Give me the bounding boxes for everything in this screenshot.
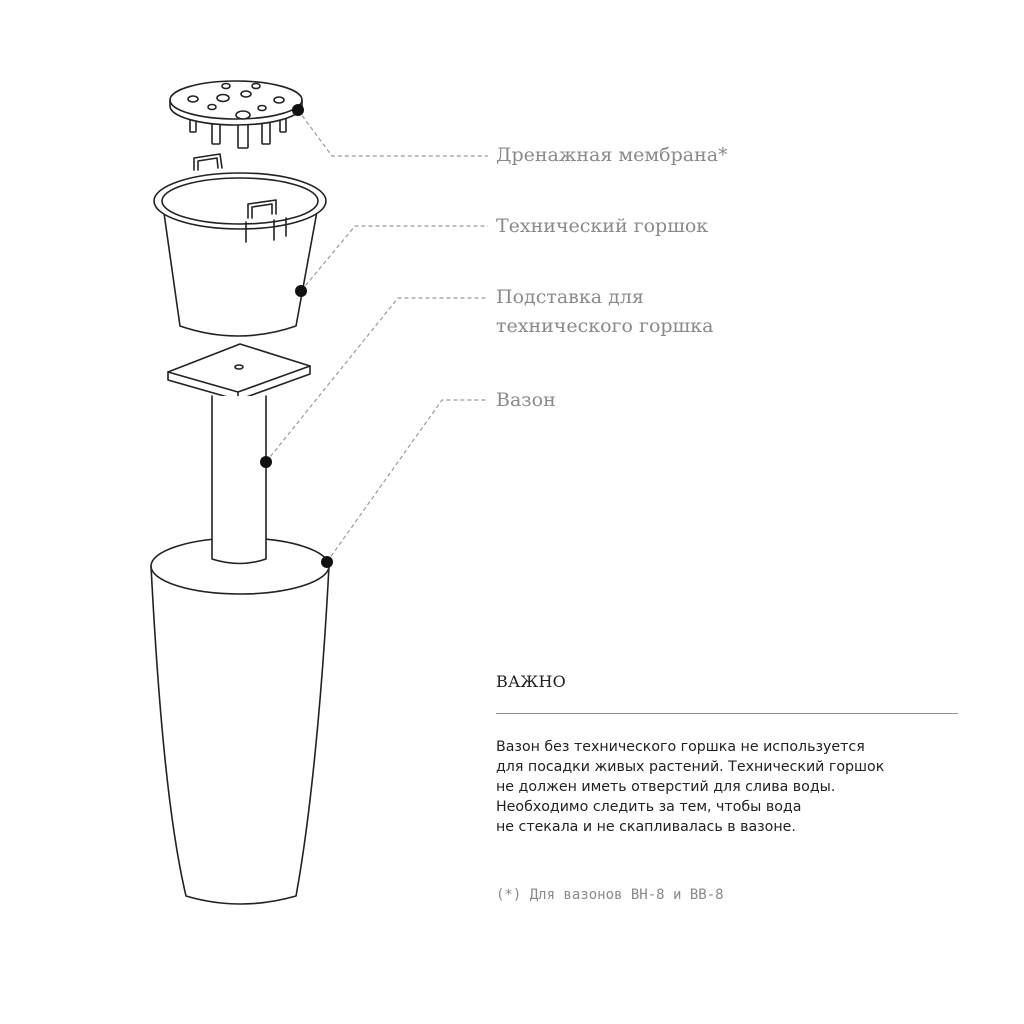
note-line: не стекала и не скапливалась в вазоне.	[496, 819, 796, 835]
leader-line-stand	[266, 298, 488, 462]
note-line: для посадки живых растений. Технический горшок	[496, 759, 885, 775]
note-heading: ВАЖНО	[496, 672, 566, 691]
note-line: Необходимо следить за тем, чтобы вода	[496, 799, 802, 815]
pot-stand	[168, 344, 310, 400]
callout-dot-membrane	[292, 104, 304, 116]
label-vase: Вазон	[496, 389, 556, 411]
leader-line-tech-pot	[301, 226, 488, 291]
stand-column	[212, 396, 266, 564]
label-stand-line1: Подставка для	[496, 286, 644, 308]
callout-dot-tech-pot	[295, 285, 307, 297]
technical-pot	[154, 154, 326, 336]
callout-dot-stand	[260, 456, 272, 468]
footnote: (*) Для вазонов BH-8 и BB-8	[496, 887, 724, 903]
label-tech-pot: Технический горшок	[496, 215, 709, 237]
note-divider	[496, 713, 958, 714]
label-membrane: Дренажная мембрана*	[496, 144, 728, 166]
note-body	[496, 737, 966, 837]
drainage-membrane	[170, 81, 302, 148]
note-line: не должен иметь отверстий для слива воды.	[496, 779, 836, 795]
vase	[151, 538, 329, 904]
leader-line-membrane	[298, 110, 488, 156]
leader-line-vase	[327, 400, 488, 562]
note-line: Вазон без технического горшка не используется	[496, 739, 865, 755]
label-stand-line2: технического горшка	[496, 315, 714, 337]
callout-dot-vase	[321, 556, 333, 568]
